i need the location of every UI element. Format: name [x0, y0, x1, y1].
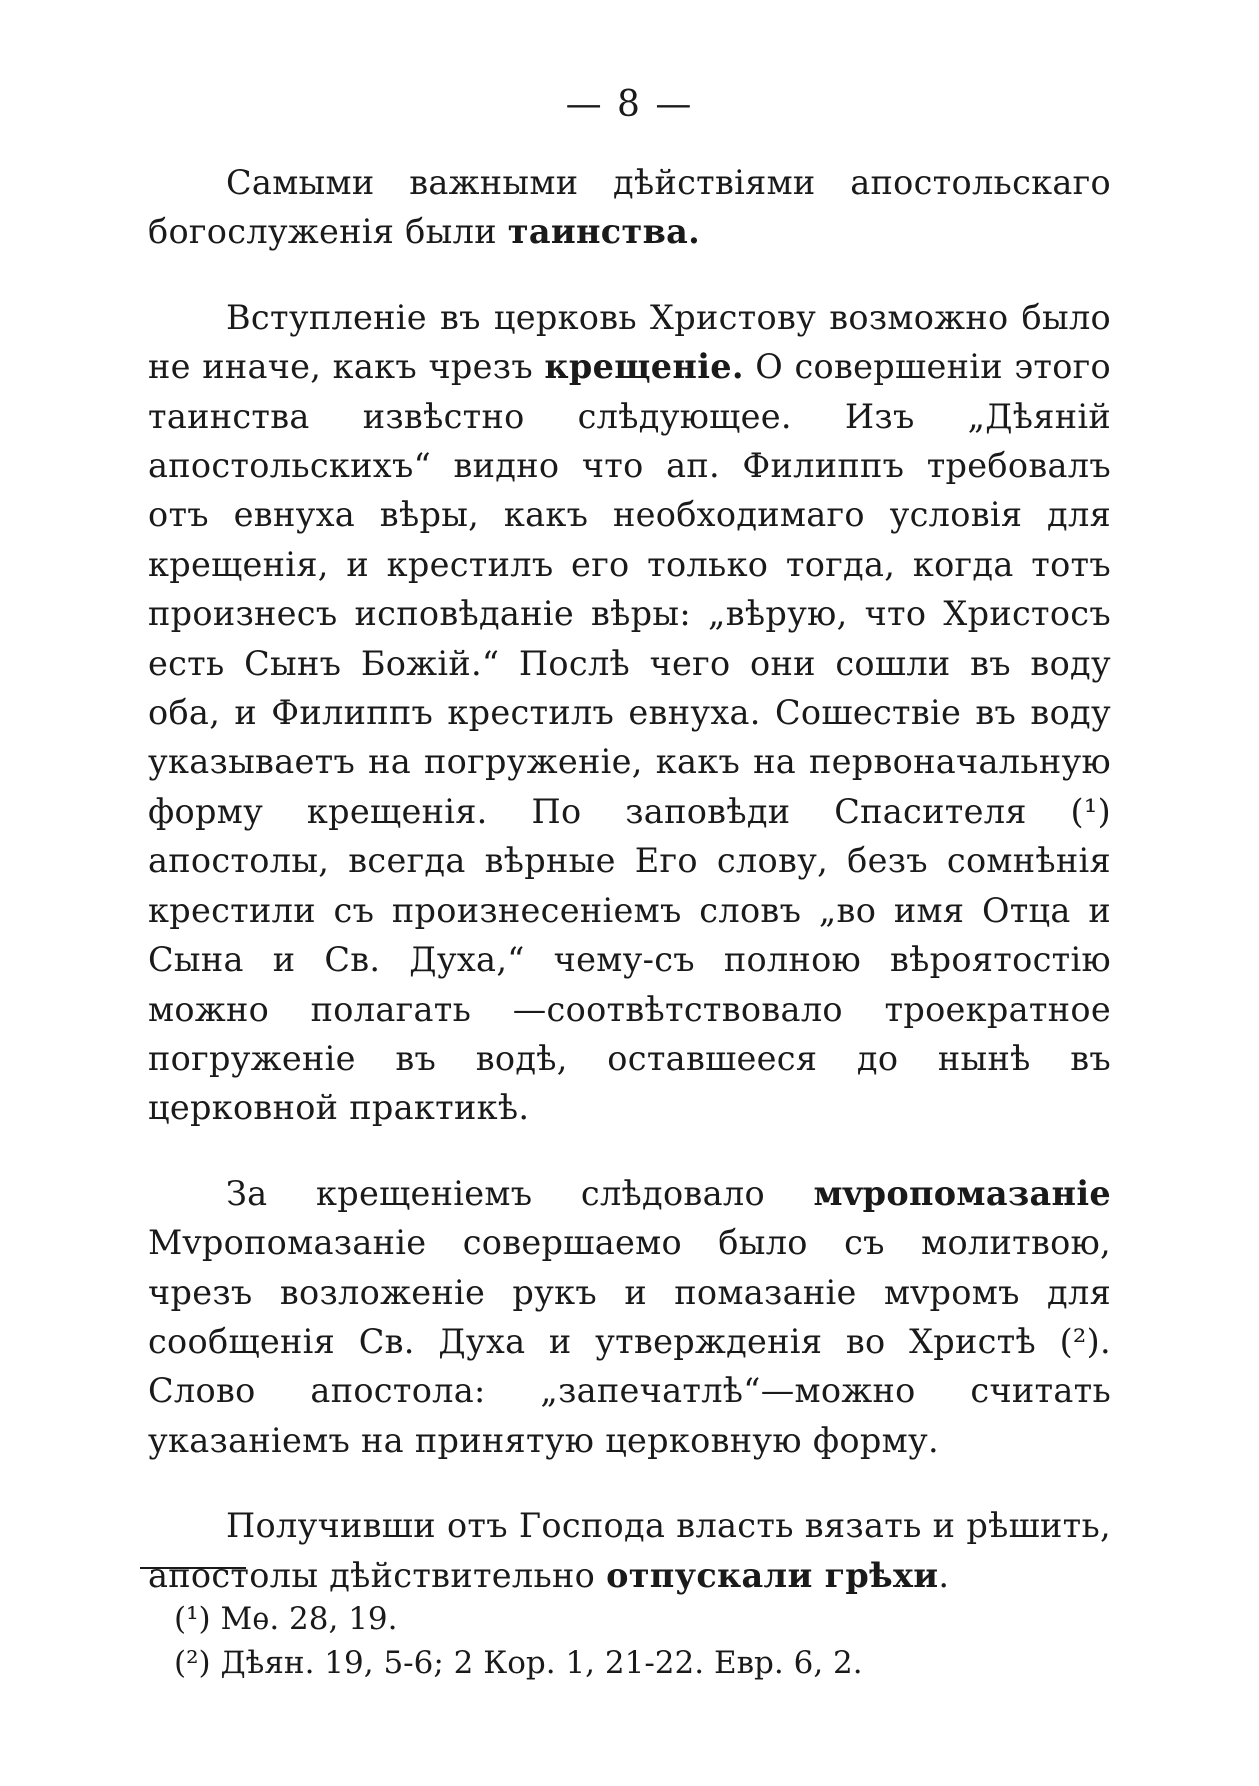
emphasis-term: отпускали грѣхи	[606, 1555, 939, 1595]
paragraph-sacraments	[148, 158, 1111, 257]
paragraph-confession	[148, 1501, 1111, 1600]
paragraph-text: Самыми важными дѣйствіями апостольскаго богослуженія были	[148, 163, 1111, 252]
emphasis-term: крещеніе.	[544, 347, 744, 387]
paragraph-text: Мvропомазаніе совершаемо было съ молитвою, чрезъ возложеніе рукъ и помазаніе мvромъ для сообщенія Св. Духа и утвержденія во Христѣ (²). Слово апостола: „запечатлѣ“—можно считать указаніемъ на принятую церковную форму.	[148, 1223, 1111, 1460]
paragraph-baptism	[148, 293, 1111, 1133]
paragraph-text: Получивши отъ Господа власть вязать и рѣшить, апостолы дѣйствительно	[148, 1506, 1111, 1595]
paragraph-text: За крещеніемъ слѣдовало	[226, 1173, 814, 1213]
emphasis-term: мvропомазаніе	[813, 1173, 1111, 1213]
footnote-2: (²) Дѣян. 19, 5-6; 2 Кор. 1, 21-22. Евр. 6, 2.	[174, 1645, 863, 1681]
footnote-divider	[140, 1567, 246, 1569]
emphasis-term: таинства.	[507, 212, 701, 252]
footnote-1: (¹) Мѳ. 28, 19.	[174, 1601, 398, 1637]
paragraph-text: Вступленіе въ церковь Христову возможно было не иначе, какъ чрезъ	[148, 297, 1111, 387]
page-number: — 8 —	[565, 84, 694, 125]
footnotes	[174, 1597, 1114, 1685]
paragraph-text: О совершеніи этого таинства извѣстно слѣдующее. Изъ „Дѣяній апостольскихъ“ видно что ап. Филиппъ требовалъ отъ евнуха вѣры, какъ необходимаго условія для крещенія, и крестилъ его только тогда, когда тотъ произнесъ исповѣданіе вѣры: „вѣрую, что Христосъ есть Сынъ Божій.“ Послѣ чего они сошли въ воду оба, и Филиппъ крестилъ евнуха. Сошествіе въ воду указываетъ на погруженіе, какъ на первоначальную форму крещенія. По заповѣди Спасителя (¹) апостолы, всегда вѣрные Его слову, безъ сомнѣнія крестили съ произнесеніемъ словъ „во имя Отца и Сына и Св. Духа,“ чему-съ полною вѣроятостію можно полагать —соотвѣтствовало троекратное погруженіе въ водѣ, оставшееся до нынѣ въ церковной практикѣ.	[148, 347, 1111, 1128]
paragraph-text: .	[938, 1555, 950, 1595]
paragraph-chrismation	[148, 1169, 1111, 1465]
body-text	[148, 158, 1111, 1636]
